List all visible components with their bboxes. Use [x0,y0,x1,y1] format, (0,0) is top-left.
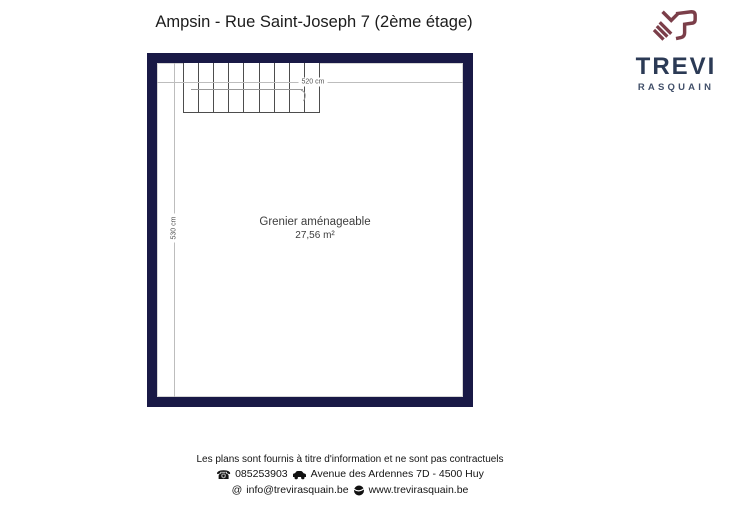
floor-plan [147,53,473,407]
stair-tread [290,63,305,112]
footer-contact-line-2 [10,483,690,499]
car-icon [292,470,307,480]
stair-tread [199,63,214,112]
room-label [259,216,370,242]
stair-tread [244,63,259,112]
footer-contact-line-1 [10,467,690,483]
trevi-logo-mark-icon [649,6,703,52]
page-title: Ampsin - Rue Saint-Joseph 7 (2ème étage) [155,13,473,31]
footer-address: Avenue des Ardennes 7D - 4500 Huy [310,468,484,480]
stair-tread [260,63,275,112]
footer-website: www.trevirasquain.be [368,483,469,496]
footer [10,452,690,498]
stair-tread [184,63,199,112]
dimension-label-width: 520 cm [299,78,328,87]
stair-tread [214,63,229,112]
stair-direction-line [191,89,303,90]
logo-brand-text: TREVI [635,53,717,80]
phone-icon: ☎ [216,467,232,482]
stairs [183,63,320,113]
footer-email: info@trevirasquain.be [246,483,349,496]
footer-phone: 085253903 [235,468,288,480]
logo-subbrand-text: RASQUAIN [637,82,715,93]
room-grenier [157,63,463,397]
stair-tread [275,63,290,112]
stair-tread [305,63,319,112]
room-area: 27,56 m² [295,230,335,241]
stair-tread [229,63,244,112]
globe-icon [353,485,365,496]
dimension-label-height: 530 cm [170,214,179,243]
stair-direction-arrow-icon [300,89,309,102]
trevi-logo [622,6,730,93]
at-icon: @ [231,483,243,496]
room-name: Grenier aménageable [259,216,371,228]
footer-disclaimer: Les plans sont fournis à titre d'information et ne sont pas contractuels [196,454,504,465]
